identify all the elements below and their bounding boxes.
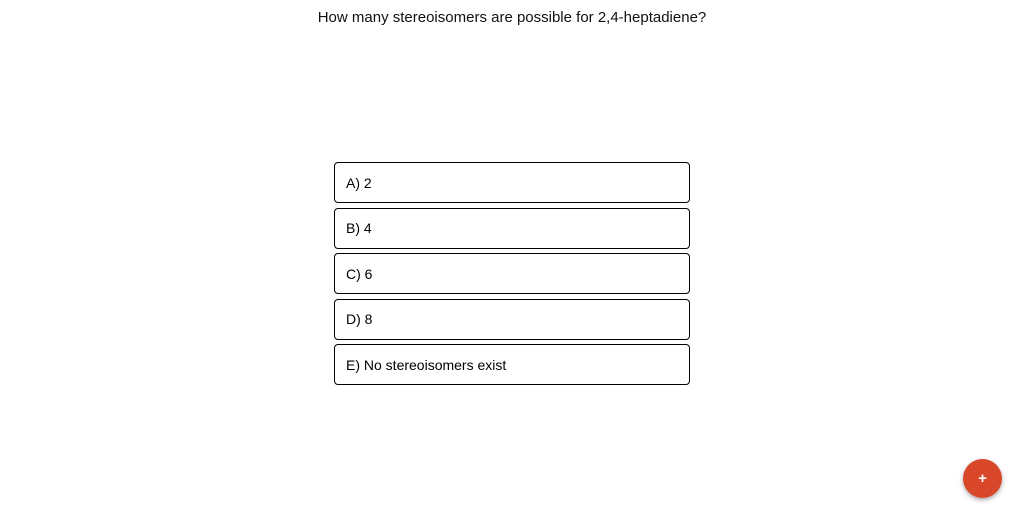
plus-icon: +	[978, 470, 987, 487]
option-a-button[interactable]	[334, 162, 690, 203]
option-e-label: E) No stereoisomers exist	[346, 356, 507, 373]
question-text: How many stereoisomers are possible for 2,4-heptadiene?	[317, 9, 707, 26]
add-button[interactable]	[963, 459, 1002, 498]
option-a-label: A) 2	[346, 174, 372, 191]
option-c-button[interactable]	[334, 253, 690, 294]
option-b-button[interactable]	[334, 208, 690, 249]
option-c-label: C) 6	[346, 265, 373, 282]
answer-options	[334, 162, 690, 390]
option-e-button[interactable]	[334, 344, 690, 385]
option-d-button[interactable]	[334, 299, 690, 340]
option-d-label: D) 8	[346, 311, 373, 328]
option-b-label: B) 4	[346, 220, 372, 237]
